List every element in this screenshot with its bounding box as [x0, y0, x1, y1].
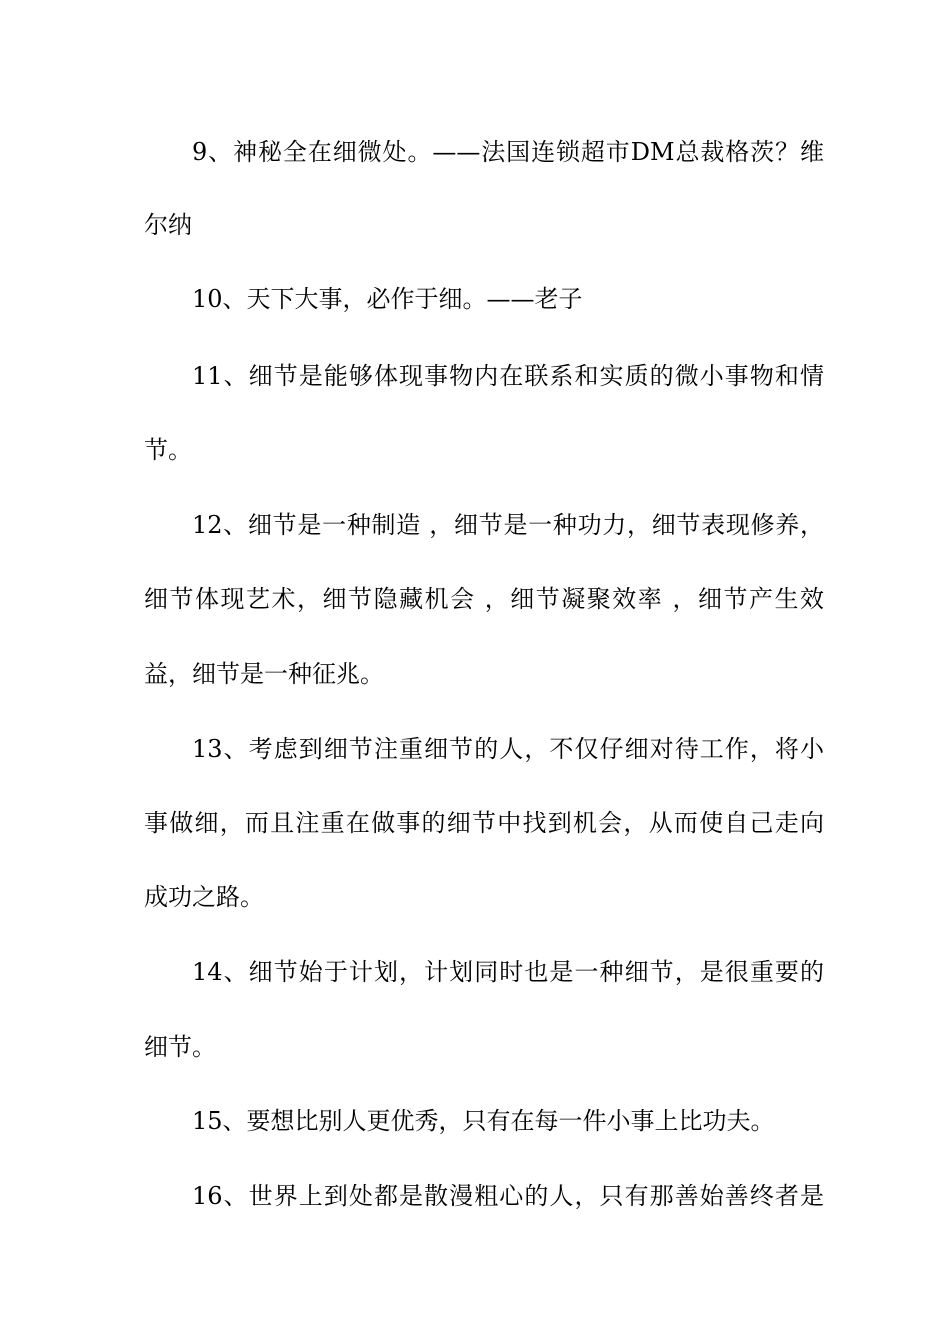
paragraph-15-line-1: 15、要想比别人更优秀，只有在每一件小事上比功夫。 — [192, 1107, 775, 1135]
paragraph-13-line-2: 事做细，而且注重在做事的细节中找到机会，从而使自己走向 — [144, 809, 824, 837]
paragraph-12-line-1: 12、细节是一种制造 ，细节是一种功力，细节表现修养， — [192, 511, 824, 539]
paragraph-14-line-1: 14、细节始于计划，计划同时也是一种细节，是很重要的 — [192, 958, 824, 986]
paragraph-9-line-2: 尔纳 — [144, 211, 192, 239]
paragraph-13-line-3: 成功之路。 — [144, 883, 264, 911]
paragraph-12-line-2: 细节体现艺术，细节隐藏机会 ，细节凝聚效率 ，细节产生效 — [144, 585, 824, 613]
paragraph-12-line-3: 益，细节是一种征兆。 — [144, 660, 384, 688]
paragraph-16-line-1: 16、世界上到处都是散漫粗心的人，只有那善始善终者是 — [192, 1182, 824, 1210]
paragraph-9-line-1: 9、神秘全在细微处。——法国连锁超市DM总裁格茨？维 — [192, 138, 824, 166]
paragraph-11-line-2: 节。 — [144, 436, 192, 464]
paragraph-10-line-1: 10、天下大事，必作于细。——老子 — [192, 285, 583, 313]
paragraph-13-line-1: 13、考虑到细节注重细节的人，不仅仔细对待工作，将小 — [192, 735, 824, 763]
paragraph-11-line-1: 11、细节是能够体现事物内在联系和实质的微小事物和情 — [192, 362, 824, 390]
paragraph-14-line-2: 细节。 — [144, 1033, 216, 1061]
